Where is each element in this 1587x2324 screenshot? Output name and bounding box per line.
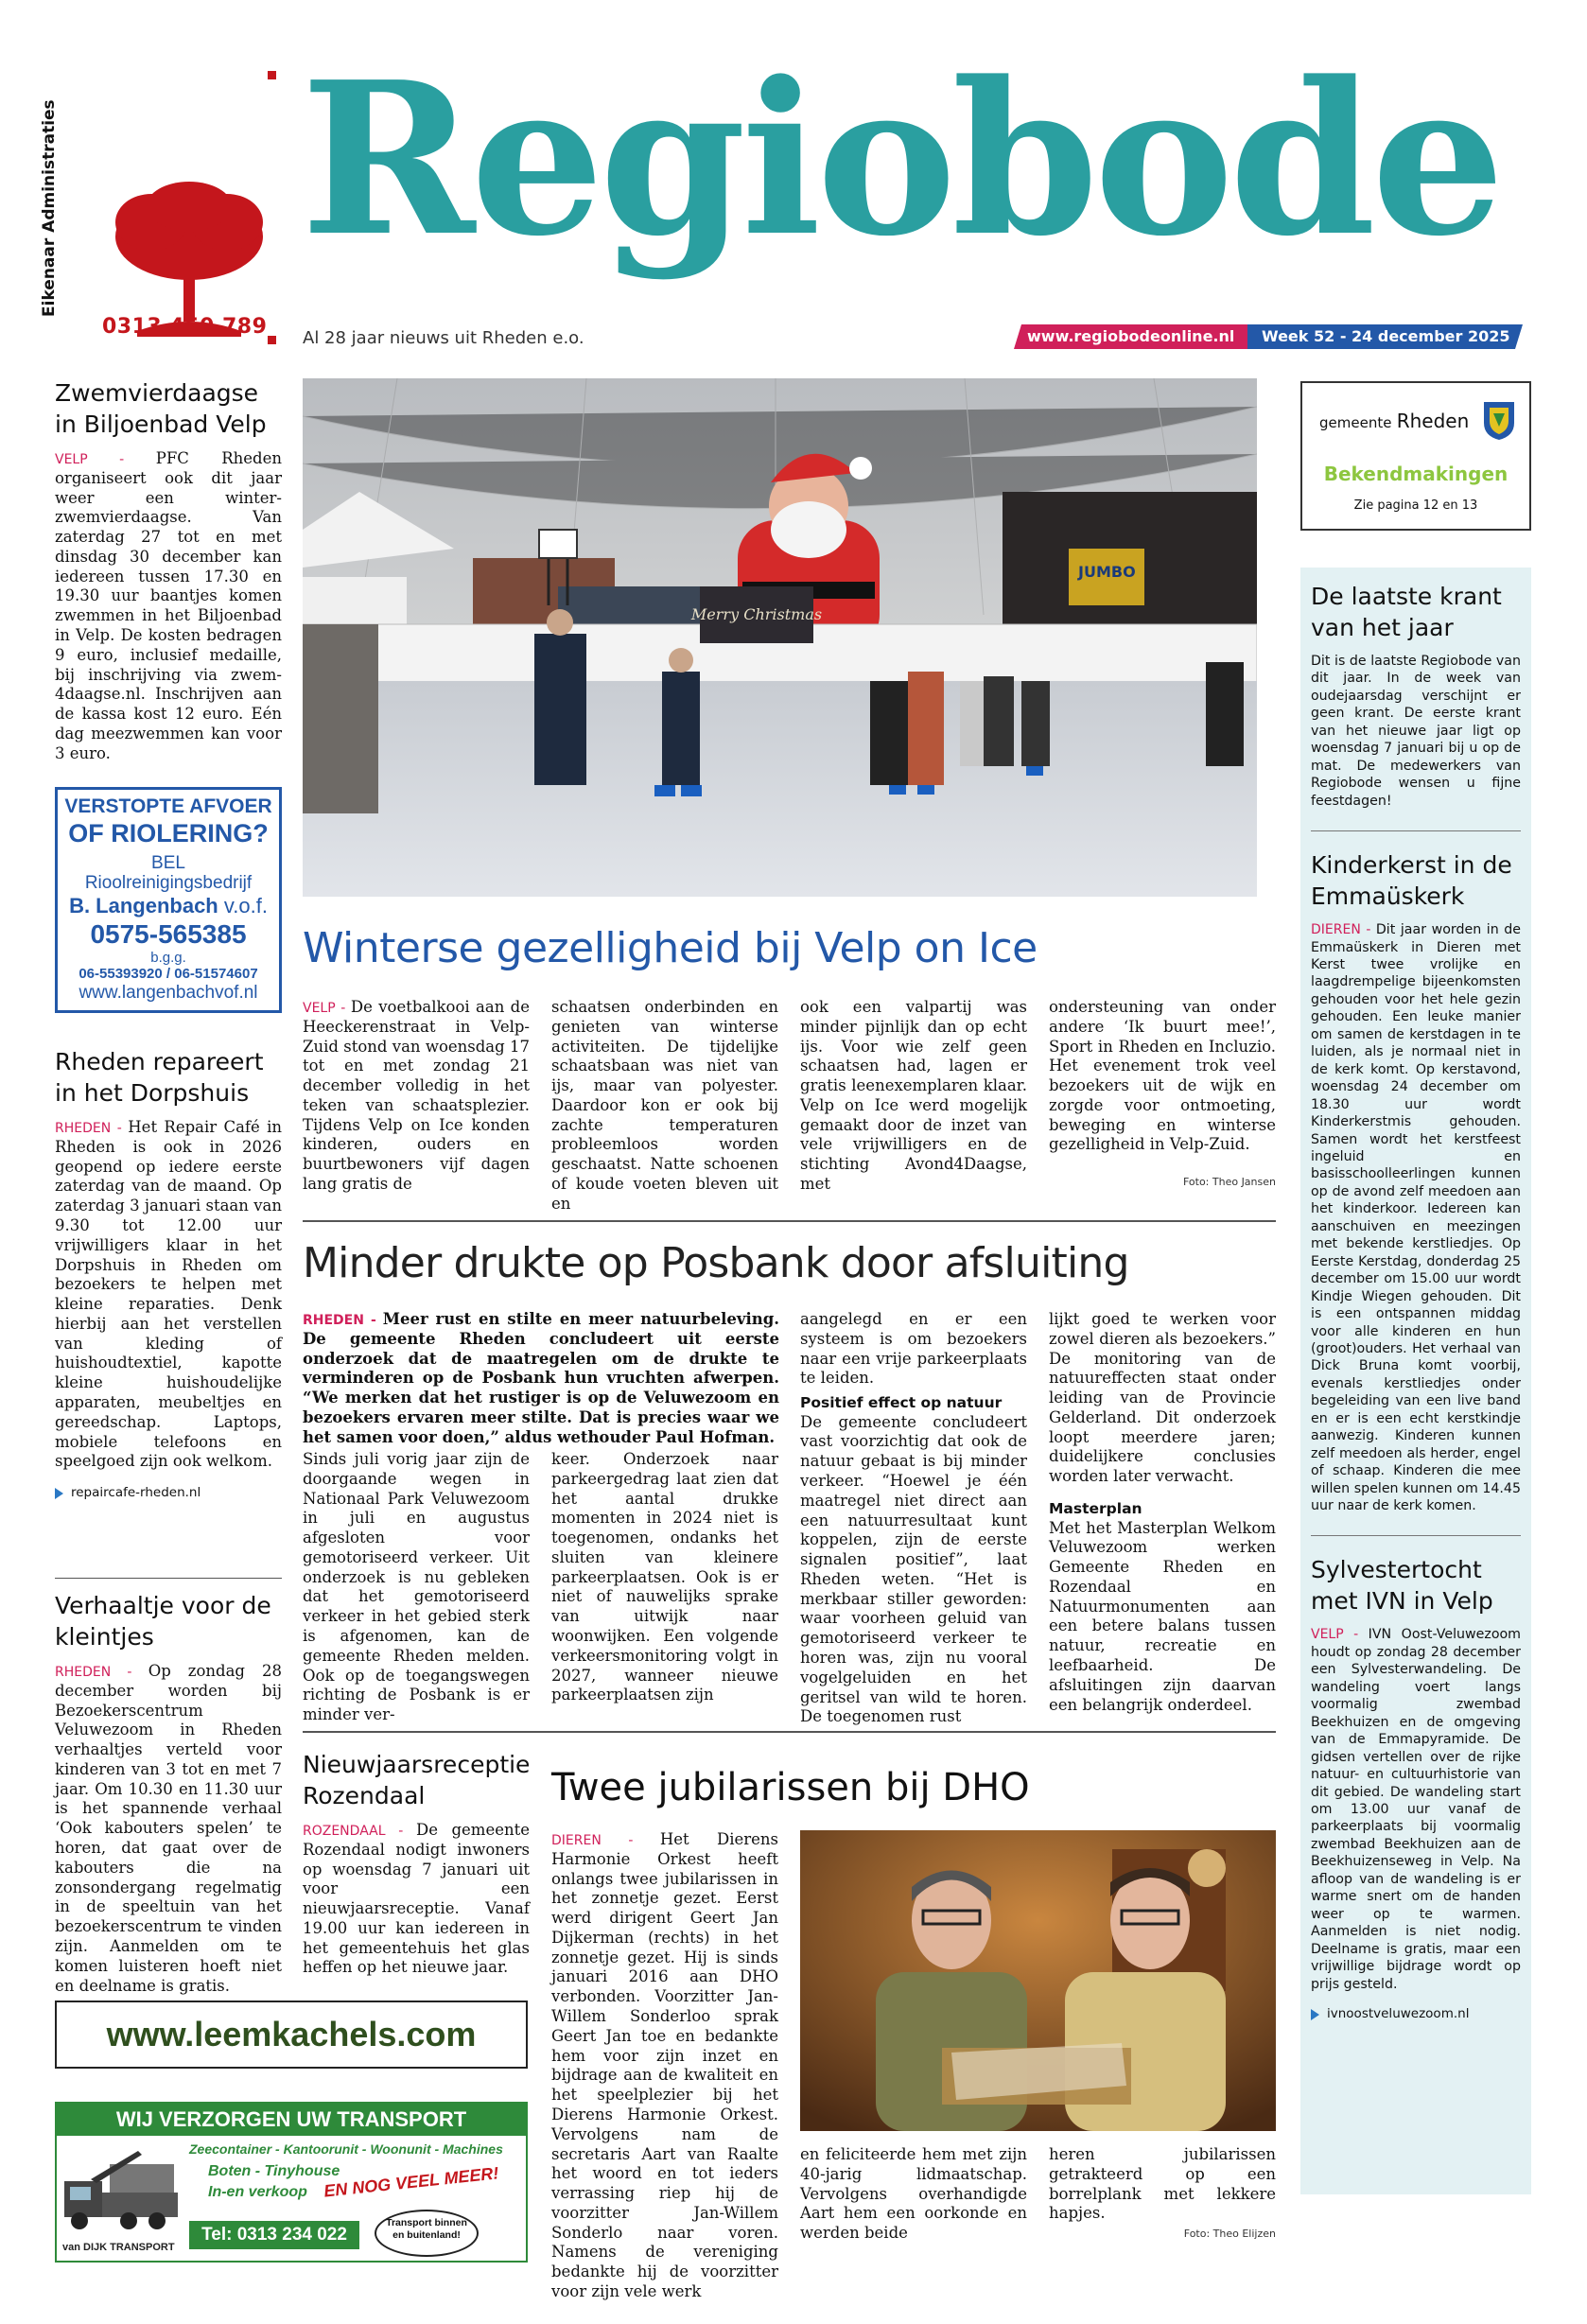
header-date-bar [1014,324,1523,349]
repair-link-text: repaircafe-rheden.nl [71,1485,201,1501]
ad-riool-l2: OF RIOLERING? [68,818,269,847]
sylvester-text: IVN Oost-Veluwezoom houdt op zondag 28 december een Sylvesterwandeling. De wandeling voert langs voormalig zwembad Beekhuizen en de omgeving van de Emmapyramide. De gidsen vertellen over de rijke natuur- en cultuurhistorie van dit gebied. De wandeling start om 13.00 uur vanaf de parkeerplaats bij voormalig zwembad Beekhuizen aan de Beekhuizenseweg in Velp. Na afloop van de wandeling is er warme snert om de handen weer op te warmen. Aanmelden is niet nodig. Deelname is gratis, maar een vrijwillige bijdrage wordt op prijs gesteld. [1311,1627,1521,1992]
truck-icon [62,2145,181,2235]
ad-transport-l1: Zeecontainer - Kantoorunit - Woonunit - Machines [189,2141,503,2157]
sylvester-link[interactable] [1311,2006,1521,2023]
issue-date: Week 52 - 24 december 2025 [1262,327,1510,345]
masthead-logo-block [40,66,274,350]
gemeente-crest-icon [1482,400,1516,442]
ad-riool-web[interactable]: www.langenbachvof.nl [78,983,258,1004]
ad-transport-badge: Transport binnen en buitenland! [375,2210,479,2257]
velp-on-ice-photo [303,378,1257,897]
ad-transport-phone[interactable]: Tel: 0313 234 022 [189,2221,359,2249]
kinderkerst-text: Dit jaar worden in de Emmaüskerk in Dieren met Kerst twee vrolijke en laagdrempelige bijeenkomsten gehouden voor het hele gezin gehouden. Een leuke manier om samen de kerstdagen in te luiden, als je normaal niet in de kerk komt. Op kerstavond, woensdag 24 december om 18.30 uur wordt Kinderkerstmis gehouden. Samen wordt het kerstfeest ingeluid en basisschoolleerlingen kunnen op de avond zelf meedoen aan het kinderkoor. Iedereen kan aanschuiven en meezingen met bekende kerstliedjes. Op Eerste Kerstdag, donderdag 25 december om 15.00 uur wordt Kindje Wiegen gehouden. Dit is een ontspannen middag voor alle kinderen en hun (groot)ouders. Het verhaal van Dick Bruna komt voorbij, evenals kerstliedjes onder begeleiding van een live band en er is een echt kerstkindje aanwezig. Kinderen kunnen zelf meedoen als herder, engel of schaap. Kinderen die mee willen spelen kunnen om 14.45 uur naar de kerk komen. [1311,922,1521,1514]
krant-body: Dit is de laatste Regiobode van dit jaar. In de week van oudejaarsdag verschijnt er geen krant. De eerste krant van het nieuwe jaar ligt op woensdag 7 januari bij u op de mat. De medewerkers van Regiobode wensen u fijne feestdagen! [1311,654,1521,809]
repair-link[interactable] [55,1485,282,1501]
dho-headline: Twee jubilarissen bij DHO [551,1766,1030,1809]
posbank-c4b: Met het Masterplan Welkom Veluwezoom werken Gemeente Rheden en Rozendaal en Natuurmonumenten aan een betere balans tussen natuur, recreatie en leefbaarheid. De afsluitingen zijn daarvan een belangrijk onderdeel. [1049,1518,1276,1714]
jumbo-sign: JUMBO [1078,563,1136,581]
gemeente-brand [1319,410,1469,433]
nieuwjaar-headline: Nieuwjaarsreceptie Rozendaal [303,1751,531,1809]
nieuwjaar-article [303,1750,530,1978]
posbank-lead-text: Meer rust en stilte en meer natuurbeleving. De gemeente Rheden concludeert uit eerste onderzoek dat de maatregelen om de drukte te verminderen op de Posbank hun vruchten afwerpen. “We merken dat het rustiger is op de Veluwezoom en bezoekers ervaren meer stilte. Dat is precies waar we het samen voor doen,” aldus wethouder Paul Hofman. [303,1310,779,1446]
ad-riool-l1: VERSTOPTE AFVOER [64,795,272,817]
posbank-sub-2: Masterplan [1049,1500,1142,1518]
posbank-c4a: lijkt goed te werken voor zowel dieren als bezoekers.” De monitoring van de natuureffecten staat onder leiding van de Provincie Gelderland. Dit onderzoek loopt meerdere jaren; duidelijkere conclusies worden later verwacht. [1049,1310,1276,1486]
ad-leem-text: www.leemkachels.com [106,2015,477,2054]
kleintjes-body: RHEDEN - Op zondag 28 december worden bij Bezoekerscentrum Veluwezoom in Rheden verhaaltjes verteld voor kinderen van 3 tot en met 7 jaar. Om 10.30 en 11.30 uur is het spannende verhaal ‘Ook kabouters spelen’ te horen, dat gaat over de kabouters die na zonsondergang regelmatig in de speeltuin van het bezoekerscentrum te vinden zijn. Aanmelden om te komen luisteren hoeft niet en deelname is gratis. [55,1662,283,1995]
ice-divider [303,1220,1276,1222]
ice-headline: Winterse gezelligheid bij Velp on Ice [303,924,1038,972]
ad-leemkachels[interactable] [55,2001,528,2069]
kleintjes-text: Op zondag 28 december worden bij Bezoekerscentrum Veluwezoom in Rheden verhaaltjes verteld voor kinderen van 3 tot en met 7 jaar. Om 10.30 en 11.30 uur is het spannende verhaal ‘Ook kabouters spelen’ te horen, dat gaat over de kabouters die na zonsondergang regelmatig in de speeltuin van het bezoekerscentrum te vinden zijn. Aanmelden om te komen luisteren hoeft niet en deelname is gratis. [55,1662,283,1995]
posbank-headline: Minder drukte op Posbank door afsluiting [303,1239,1129,1287]
gemeente-brand-1: gemeente [1319,414,1392,431]
dho-text-1: Het Dierens Harmonie Orkest heeft onlangs twee jubilarissen in het zonnetje gezet. Eerst werd dirigent Geert Jan Dijkerman (rechts) in het zonnetje gezet. Hij is sinds januari 2016 aan DHO verbonden. Voorzitter Jan-Willem Sonderloo sprak Geert Jan toe en bedankte hem voor zijn inzet en bijdrage aan de kwaliteit en het speelplezier bij het Dierens Harmonie Orkest. Vervolgens nam de secretaris Aart van Raalte het woord en tot ieders verrassing riep hij de voorzitter Jan-Willem Sonderlo naar voren. Namens de vereniging bedankte hij de voorzitter voor zijn vele werk [551,1830,778,2300]
right-divider-2 [1311,1535,1521,1536]
zwem-text: PFC Rheden organiseert ook dit jaar weer een winter-zwemvierdaagse. Van zaterdag 27 tot en met dinsdag 30 december kan iedereen tussen 17.30 en 19.30 uur baantjes komen zwemmen in het Biljoenbad in Velp. De kosten bedragen 9 euro, inclusief medaille, bij inschrijving via zwem-4daagse.nl. Inschrijven aan de kassa kost 12 euro. Eén dag meezwemmen kan voor 3 euro. [55,449,282,762]
gemeente-box[interactable] [1300,381,1531,531]
ice-kicker: VELP [303,1001,336,1016]
ad-transport-title: WIJ VERZORGEN UW TRANSPORT [115,2107,467,2131]
ad-riolering[interactable] [55,787,282,1014]
zwem-body: VELP - PFC Rheden organiseert ook dit jaar weer een winter-zwemvierdaagse. Van zaterdag 27 tot en met dinsdag 30 december kan iedereen tussen 17.30 en 19.30 uur baantjes komen zwemmen in het Biljoenbad in Velp. De kosten bedragen 9 euro, inclusief medaille, bij inschrijving via zwem-4daagse.nl. Inschrijven aan de kassa kost 12 euro. Eén dag meezwemmen kan voor 3 euro. [55,449,282,762]
posbank-lead: RHEDEN - Meer rust en stilte en meer natuurbeleving. De gemeente Rheden concludeert uit eerste onderzoek dat de maatregelen om de drukte te verminderen op de Posbank hun vruchten afwerpen. “We merken dat het rustiger is op de Veluwezoom en bezoekers ervaren meer stilte. Dat is precies waar we het samen voor doen,” aldus wethouder Paul Hofman. [303,1310,779,1446]
ad-riool-bgg: b.g.g. [150,949,186,966]
ad-riool-l4: Rioolreinigingsbedrijf [84,872,253,893]
kinderkerst-headline: Kinderkerst in de Emmaüskerk [1311,851,1512,910]
posbank-kicker: RHEDEN [303,1313,364,1328]
nieuwjaar-body: ROZENDAAL - De gemeente Rozendaal nodigt inwoners op woensdag 7 januari uit voor een nieuwjaarsreceptie. Vanaf 19.00 uur kan iedereen in het gemeentehuis het glas heffen op het nieuwe jaar. [303,1821,531,1977]
ice-col-1: VELP - De voetbalkooi aan de Heeckerenstraat in Velp-Zuid stond van woensdag 17 tot en met zondag 21 december volledig in het teken van schaatsplezier. Tijdens Velp on Ice konden kinderen, ouders en buurtbewoners vijf dagen lang gratis de [303,998,530,1194]
phone-number[interactable]: 0313 450 789 [102,315,268,339]
vertical-brand: Eikenaar Administraties [40,99,59,317]
christmas-sign [690,586,822,643]
dho-col-1: DIEREN - Het Dierens Harmonie Orkest heeft onlangs twee jubilarissen in het zonnetje gezet. Eerst werd dirigent Geert Jan Dijkerman (rechts) in het zonnetje gezet. Hij is sinds januari 2016 aan DHO verbonden. Voorzitter Jan-Willem Sonderloo sprak Geert Jan toe en bedankte hem voor zijn inzet en bijdrage aan de kwaliteit en het speelplezier bij het Dierens Harmonie Orkest. Vervolgens nam de secretaris Aart van Raalte het woord en tot ieders verrassing riep hij de voorzitter Jan-Willem Sonderlo naar voren. Namens de vereniging bedankte hij de voorzitter voor zijn vele werk [551,1830,778,2300]
posbank-col-1: Sinds juli vorig jaar zijn de doorgaande wegen in Nationaal Park Veluwezoom in juli en augustus afgesloten voor gemotoriseerd verkeer. Uit onderzoek is nu gebleken dat het gemotoriseerd verkeer in het gebied sterk is afgenomen, kan de gemeente Rheden melden. Ook op de toegangswegen richting de Posbank is er minder ver- [303,1450,530,1724]
posbank-divider [303,1731,1276,1733]
dho-photo [800,1830,1276,2131]
repair-text: Het Repair Café in Rheden is ook in 2026 geopend op iedere eerste zaterdag van de maand. Op zaterdag 3 januari staan van 9.30 tot 12.00 uur vrijwilligers klaar in het Dorpshuis in Rheden om bezoekers te helpen met kleine reparaties. Denk hierbij aan het verstellen van kleding of huishoudtextiel, kapotte kleine huishoudelijke apparaten, meubeltjes en gereedschap. Laptops, mobiele telefoons en speelgoed zijn ook welkom. [55,1118,283,1471]
nieuwjaar-text: De gemeente Rozendaal nodigt inwoners op woensdag 7 januari uit voor een nieuwjaarsreceptie. Vanaf 19.00 uur kan iedereen in het gemeentehuis het glas heffen op het nieuwe jaar. [303,1821,531,1977]
sylvester-kicker: VELP [1311,1627,1344,1643]
bekendmakingen-sub: Zie pagina 12 en 13 [1353,498,1478,513]
kleintjes-headline: Verhaaltje voor de kleintjes [55,1592,271,1651]
posbank-col-4 [1049,1310,1276,1715]
bekendmakingen-label: Bekendmakingen [1323,463,1509,485]
red-corner-mark [268,71,276,79]
left-column [55,378,282,1501]
ice-col-4: ondersteuning van onder andere ‘Ik buurt mee!’, Sport in Rheden en Incluzio. Het evenement trok veel bezoekers uit de wijk en zorgde voor ontmoeting, beweging en winterse gezelligheid in Velp-Zuid. [1049,998,1276,1154]
red-corner-mark-bottom [268,336,276,344]
ad-riool-l5b: v.o.f. [223,893,268,917]
zwem-kicker: VELP [55,452,88,467]
dho-photo-credit: Foto: Theo Elijzen [1183,2228,1276,2240]
posbank-col-2: keer. Onderzoek naar parkeergedrag laat zien dat het aantal drukke momenten in 2024 niet is toegenomen, ondanks het sluiten van kleinere parkeerplaatsen. Ook is er niet of nauwelijks sprake van uitwijk naar woonwijken. Een volgende verkeersmonitoring volgt in 2027, wanneer nieuwe parkeerplaatsen zijn [551,1450,778,1704]
posbank-col-3 [800,1310,1027,1727]
dho-kicker: DIEREN [551,1833,602,1848]
ice-photo-credit: Foto: Theo Jansen [1182,1176,1276,1188]
ad-riool-mobiles[interactable]: 06-55393920 / 06-51574607 [78,966,258,983]
ad-transport-title-bar [57,2104,526,2136]
repair-headline: Rheden repareert in het Dorpshuis [55,1048,264,1107]
kinderkerst-body: DIEREN - Dit jaar worden in de Emmaüskerk in Dieren met Kerst twee vrolijke en laagdrempelige bijeenkomsten gehouden voor het hele gezin gehouden. Een leuke manier om samen de kerstdagen in te luiden, als je normaal niet in de kerk komt. Op kerstavond, woensdag 24 december om 18.30 uur wordt Kinderkerstmis gehouden. Samen wordt het kerstfeest ingeluid en basisschoolleerlingen kunnen op de avond zelf meedoen aan het kinderkoor. Iedereen kan aanschuiven en meezingen met bekende kerstliedjes. Op Eerste Kerstdag, donderdag 25 december om 15.00 uur wordt Kindje Wiegen gehouden. Dit is een ontspannen middag voor alle kinderen en hun (groot)ouders. Het verhaal van Dick Bruna komt voorbij, evenals kerstliedjes onder begeleiding van een live band en er is een echt kerstkindje aanwezig. Kinderen kunnen zelf meedoen als herder, engel of schaap. Kinderen die mee willen spelen kunnen om 14.45 uur naar de kerk komen. [1311,922,1521,1514]
ad-riool-l5: B. Langenbach [69,893,218,917]
ad-transport-l2: Boten - Tinyhouse [208,2163,340,2179]
ad-transport-company: van DIJK TRANSPORT [62,2242,175,2253]
gemeente-brand-2: Rheden [1396,410,1470,432]
nieuwjaar-kicker: ROZENDAAL [303,1824,386,1839]
sylvester-body: VELP - IVN Oost-Veluwezoom houdt op zondag 28 december een Sylvesterwandeling. De wandeling voert langs voormalig zwembad Beekhuizen en de omgeving van de Emmapyramide. De gidsen vertellen over de rijke natuur- en cultuurhistorie van dit gebied. De wandeling start om 13.00 uur vanaf de parkeerplaats bij voormalig zwembad Beekhuizen aan de Beekhuizenseweg in Velp. Na afloop van de wandeling is er warme snert om de handen weer op te warmen. Aanmelden is niet nodig. Deelname is gratis, maar een vrijwillige bijdrage wordt op prijs gesteld. [1311,1627,1521,1992]
dho-col-3: heren jubilarissen getrakteerd op een borrelplank met lekkere hapjes. [1049,2145,1276,2223]
ad-transport[interactable] [55,2102,528,2263]
right-column [1311,582,1521,2023]
repair-body: RHEDEN - Het Repair Café in Rheden is ook in 2026 geopend op iedere eerste zaterdag van de maand. Op zaterdag 3 januari staan van 9.30 tot 12.00 uur vrijwilligers klaar in het Dorpshuis in Rheden om bezoekers te helpen met kleine reparaties. Denk hierbij aan het verstellen van kleding of huishoudtextiel, kapotte kleine huishoudelijke apparaten, meubeltjes en gereedschap. Laptops, mobiele telefoons en speelgoed zijn ook welkom. [55,1118,283,1471]
ad-riool-name [61,894,275,918]
christmas-sign-text: Merry Christmas [690,605,823,623]
left-divider [55,1578,282,1579]
right-divider-1 [1311,830,1521,831]
kleintjes-kicker: RHEDEN [55,1665,112,1680]
left-column-2 [55,1591,282,1996]
posbank-c3a: aangelegd en er een systeem is om bezoekers naar een vrije parkeerplaats te leiden. [800,1310,1027,1388]
ad-riool-phone[interactable]: 0575-565385 [90,919,247,950]
ad-transport-slogan: EN NOG VEEL MEER! [323,2163,500,2201]
ice-col-2: schaatsen onderbinden en genieten van winterse activiteiten. De tijdelijke schaatsbaan was niet van ijs, maar van polyester. Daardoor kon er ook bij zachte temperaturen probleemloos worden geschaatst. Natte schoenen of koude voeten bleven uit en [551,998,778,1213]
sylvester-headline: Sylvestertocht met IVN in Velp [1311,1556,1493,1615]
ice-text-1: De voetbalkooi aan de Heeckerenstraat in Velp-Zuid stond van woensdag 17 tot en met zondag 21 december volledig in het teken van schaatsplezier. Tijdens Velp on Ice konden kinderen, ouders en buurtbewoners vijf dagen lang gratis de [303,998,530,1194]
tagline: Al 28 jaar nieuws uit Rheden e.o. [303,328,584,348]
posbank-c3b: De gemeente concludeert vast voorzichtig dat ook de natuur gebaat is bij minder verkeer. “Hoewel je één maatregel niet direct aan een natuurresultaat kunt koppelen, zijn de eerste signalen positief”, laat Rheden weten. “Het is merkbaar stiller geworden: waar voorheen geluid van gemotoriseerd verkeer te horen was, zijn nu vooral vogelgeluiden en het geritsel van wild te horen. De toegenomen rust [800,1412,1027,1726]
posbank-sub-1: Positief effect op natuur [800,1394,1003,1412]
repair-kicker: RHEDEN [55,1121,112,1137]
kinderkerst-kicker: DIEREN [1311,922,1361,938]
masthead-title: Regiobode [301,37,1501,283]
ad-transport-l3: In-en verkoop [208,2184,307,2200]
website-link[interactable]: www.regiobodeonline.nl [1027,327,1235,345]
krant-headline: De laatste krant van het jaar [1311,583,1502,641]
arrow-right-icon [55,1488,63,1499]
sylvester-link-text: ivnoostveluwezoom.nl [1327,2006,1470,2021]
dho-col-2: en feliciteerde hem met zijn 40-jarig lidmaatschap. Vervolgens overhandigde Aart hem een oorkonde en werden beide [800,2145,1027,2243]
ice-col-3: ook een valpartij was minder pijnlijk dan op echt ijs. Voor wie zelf geen schaatsen had, lagen er gratis leenexemplaren klaar. Velp on Ice werd mogelijk gemaakt door de inzet van vele vrijwilligers en de stichting Avond4Daagse, met [800,998,1027,1194]
ad-riool-l3: BEL [151,853,185,874]
zwem-headline: Zwemvierdaagse in Biljoenbad Velp [55,379,267,438]
arrow-right-icon [1311,2009,1319,2020]
